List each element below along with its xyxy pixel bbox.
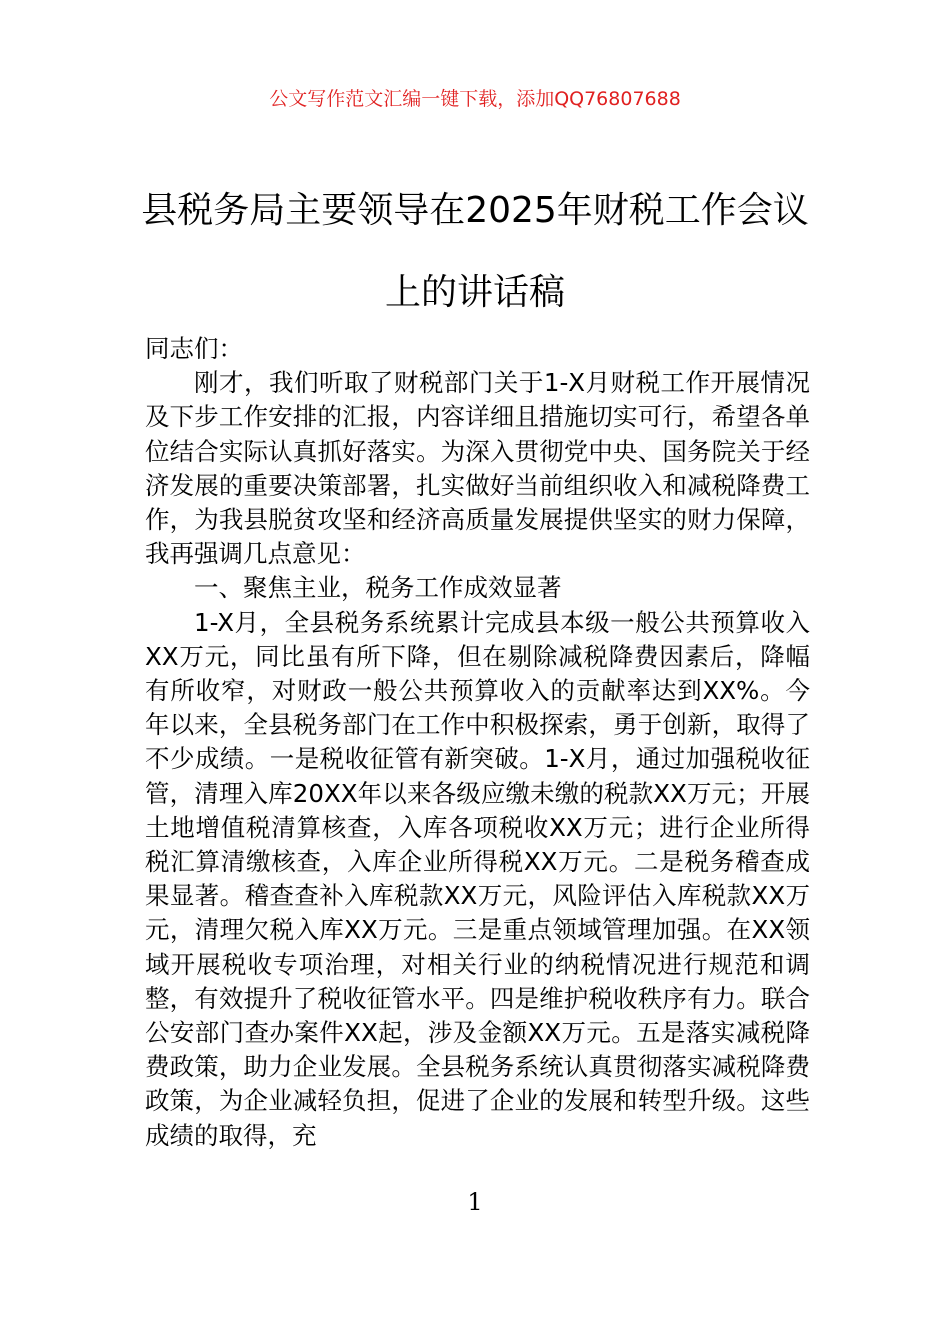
document-body (145, 332, 810, 1153)
title-line-2: 上的讲话稿 (384, 272, 565, 313)
salutation: 同志们： (145, 334, 243, 363)
header-note: 公文写作范文汇编一键下载，添加QQ76807688 (269, 88, 681, 110)
document-title (100, 170, 850, 334)
title-line-1: 县税务局主要领导在2025年财税工作会议 (141, 190, 809, 231)
section-heading-1: 一、聚焦主业，税务工作成效显著 (194, 573, 562, 603)
intro-paragraph: 刚才，我们听取了财税部门关于1-X月财税工作开展情况及下步工作安排的汇报，内容详细且措施切实可行，希望各单位结合实际认真抓好落实。为深入贯彻党中央、国务院关于经济发展的重要决策部署，扎实做好当前组织收入和减税降费工作，为我县脱贫攻坚和经济高质量发展提供坚实的财力保障，我再强调几点意见： (145, 368, 810, 569)
page-number: 1 (467, 1188, 483, 1216)
section-paragraph-1: 1-X月，全县税务系统累计完成县本级一般公共预算收入XX万元，同比虽有所下降，但在剔除减税降费因素后，降幅有所收窄，对财政一般公共预算收入的贡献率达到XX%。今年以来，全县税务部门在工作中积极探索，勇于创新，取得了不少成绩。一是税收征管有新突破。1-X月，通过加强税收征管，清理入库20XX年以来各级应缴未缴的税款XX万元；开展土地增值税清算核查，入库各项税收XX万元；进行企业所得税汇算清缴核查，入库企业所得税XX万元。二是税务稽查成果显著。稽查查补入库税款XX万元，风险评估入库税款XX万元，清理欠税入库XX万元。三是重点领域管理加强。在XX领域开展税收专项治理，对相关行业的纳税情况进行规范和调整，有效提升了税收征管水平。四是维护税收秩序有力。联合公安部门查办案件XX起，涉及金额XX万元。五是落实减税降费政策，助力企业发展。全县税务系统认真贯彻落实减税降费政策，为企业减轻负担，促进了企业的发展和转型升级。这些成绩的取得，充 (145, 607, 810, 1150)
